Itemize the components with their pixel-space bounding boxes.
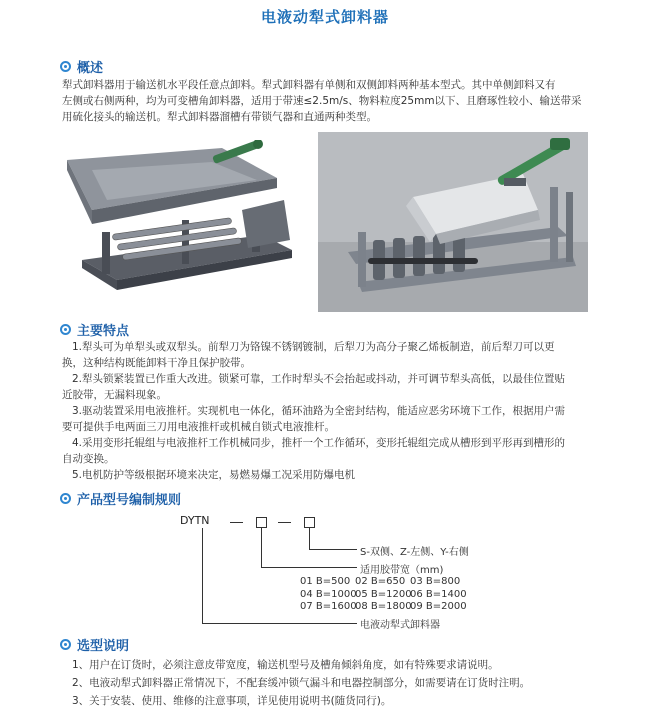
overview-text: [62, 77, 622, 125]
connector-line: [202, 528, 203, 624]
feature-line: 5.电机防护等级根据环境来决定，易燃易爆工况采用防爆电机: [72, 469, 356, 481]
features-text: [62, 339, 632, 483]
overview-line: 用硫化接头的输送机。犁式卸料器溜槽有带锁气器和直通两种类型。: [62, 111, 377, 123]
product-photo-left: [62, 140, 302, 310]
width-row: [300, 576, 465, 589]
features-heading: [60, 321, 129, 337]
section-bullet-icon: [60, 61, 71, 72]
product-photo-right: [318, 132, 588, 312]
selection-text: [72, 656, 632, 710]
overview-heading: [60, 58, 103, 74]
selection-heading-text: 选型说明: [77, 638, 130, 654]
feature-line: 2.犁头锁紧装置已作重大改进。锁紧可靠，工作时犁头不会抬起或抖动，并可调节犁头高低，以最佳位置贴: [72, 373, 566, 385]
model-code: DYTN: [180, 514, 210, 527]
side-option-label: S-双侧、Z-左侧、Y-右侧: [360, 547, 469, 558]
width-cell: 05 B=1200: [355, 588, 412, 600]
feature-line: 3.驱动装置采用电液推杆。实现机电一体化，循环油路为全密封结构，能适应恶劣环境下工作，根据用户需: [72, 405, 566, 417]
model-rule-heading-text: 产品型号编制规则: [77, 492, 182, 508]
selection-heading: [60, 636, 129, 652]
feature-line: 要可提供手电两面三刀用电液推杆或机械自锁式电液推杆。: [62, 421, 335, 433]
product-name-label: 电液动犁式卸料器: [360, 620, 440, 631]
overview-line: 犁式卸料器用于输送机水平段任意点卸料。犁式卸料器有单侧和双侧卸料两种基本型式。其中单侧卸料又有: [62, 79, 556, 91]
features-heading-text: 主要特点: [77, 323, 130, 339]
width-cell: 03 B=800: [410, 576, 461, 587]
feature-line: 4.采用变形托辊组与电液推杆工作机械同步，推杆一个工作循环，变形托辊组完成从槽形到平形再到槽形的: [72, 437, 566, 449]
width-cell: 01 B=500: [300, 576, 351, 587]
feature-line: 换，这种结构既能卸料干净且保护胶带。: [62, 357, 251, 369]
dash: [278, 522, 291, 523]
belt-width-table: [300, 576, 465, 614]
overview-heading-text: 概述: [77, 60, 104, 76]
feature-line: 近胶带，无漏料现象。: [62, 389, 167, 401]
width-row: [300, 601, 465, 614]
belt-width-label: 适用胶带宽（mm): [360, 565, 444, 576]
overview-line: 左侧或右侧两种，均为可变槽角卸料器，适用于带速≤2.5m/s、物料粒度25mm以下、且磨琢性较小、输送带采: [62, 95, 582, 107]
connector-line: [309, 528, 310, 550]
selection-line: 2、电液动犁式卸料器正常情况下，不配套缓冲锁气漏斗和电器控制部分，如需要请在订货时注明。: [72, 677, 531, 689]
connector-line: [261, 567, 357, 568]
section-bullet-icon: [60, 324, 71, 335]
section-bullet-icon: [60, 493, 71, 504]
selection-line: 3、关于安装、使用、维修的注意事项，详见使用说明书(随货同行)。: [72, 695, 392, 707]
code-box-side: [304, 517, 315, 528]
connector-line: [309, 549, 357, 550]
feature-line: 自动变换。: [62, 453, 115, 465]
width-cell: 09 B=2000: [410, 601, 467, 612]
feature-line: 1.犁头可为单犁头或双犁头。前犁刀为铬镍不锈钢镀制，后犁刀为高分子聚乙烯板制造，前后犁刀可以更: [72, 341, 555, 353]
connector-line: [261, 528, 262, 568]
model-rule-heading: [60, 490, 181, 506]
width-row: [300, 589, 465, 602]
width-cell: 02 B=650: [355, 576, 406, 587]
width-cell: 04 B=1000: [300, 588, 357, 600]
page-title: 电液动犁式卸料器: [260, 8, 389, 26]
width-cell: 06 B=1400: [410, 588, 467, 600]
connector-line: [202, 623, 357, 624]
width-cell: 07 B=1600: [300, 601, 357, 612]
selection-line: 1、用户在订货时，必须注意皮带宽度，输送机型号及槽角倾斜角度，如有特殊要求请说明。: [72, 659, 499, 671]
width-cell: 08 B=1800: [355, 601, 412, 612]
model-code-diagram: [180, 512, 520, 630]
section-bullet-icon: [60, 639, 71, 650]
code-box-width: [256, 517, 267, 528]
dash: [230, 522, 243, 523]
